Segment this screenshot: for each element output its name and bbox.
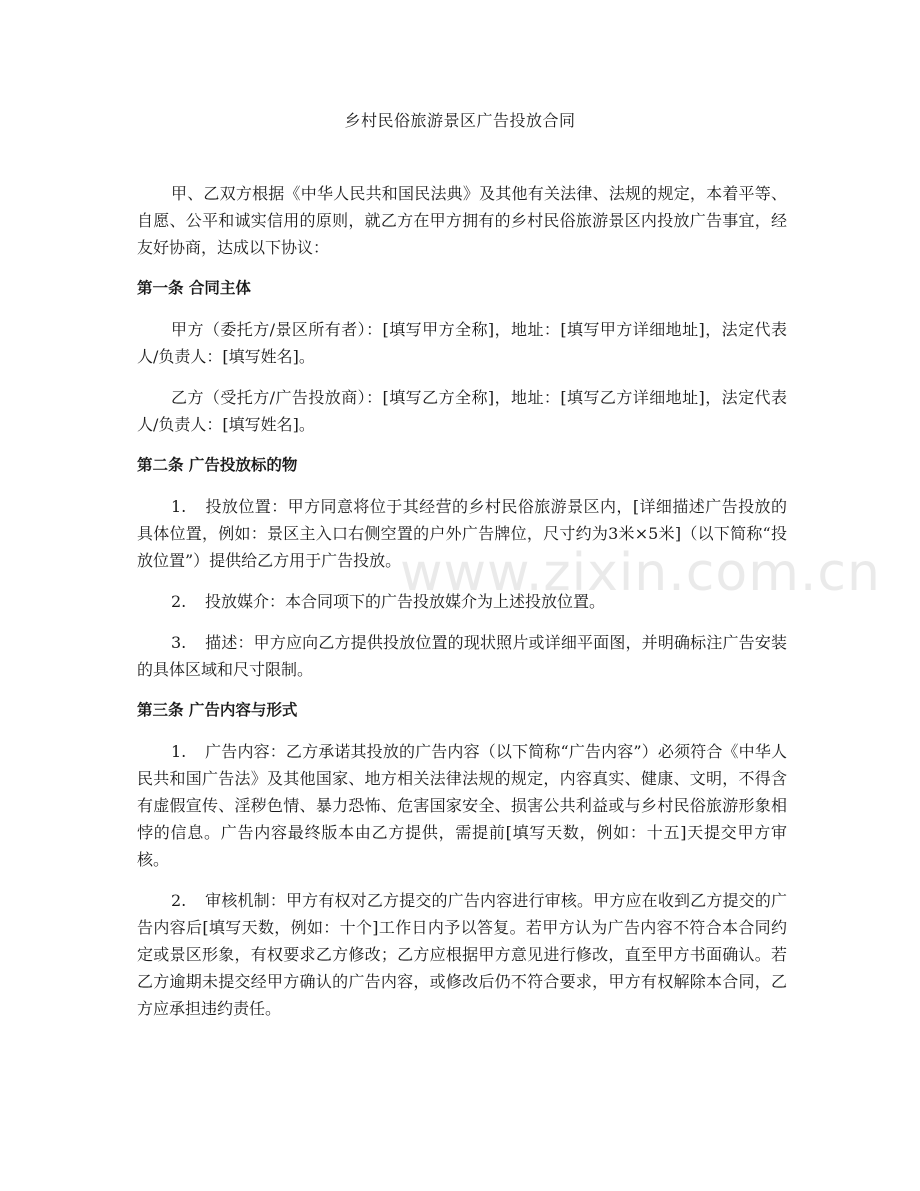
clause-text: 审核机制：甲方有权对乙方提交的广告内容进行审核。甲方应在收到乙方提交的广告内容后[填写天数，例如：十个]工作日内予以答复。若甲方认为广告内容不符合本合同约定或景区形象，有权要求乙方修改；乙方应根据甲方意见进行修改，直至甲方书面确认。若乙方逾期未提交经甲方确认的广告内容，或修改后仍不符合要求，甲方有权解除本合同，乙方应承担违约责任。 (137, 891, 787, 1018)
document-body (137, 180, 787, 1036)
clause-text: 描述：甲方应向乙方提供投放位置的现状照片或详细平面图，并明确标注广告安装的具体区域和尺寸限制。 (137, 633, 787, 679)
party-a-paragraph: 甲方（委托方/景区所有者）：[填写甲方全称]，地址：[填写甲方详细地址]，法定代表人/负责人：[填写姓名]。 (137, 320, 787, 366)
party-b-paragraph: 乙方（受托方/广告投放商）：[填写乙方全称]，地址：[填写乙方详细地址]，法定代表人/负责人：[填写姓名]。 (137, 388, 787, 434)
clause-text: 投放媒介：本合同项下的广告投放媒介为上述投放位置。 (205, 592, 606, 611)
clause-text: 投放位置：甲方同意将位于其经营的乡村民俗旅游景区内，[详细描述广告投放的具体位置，例如：景区主入口右侧空置的户外广告牌位，尺寸约为3米×5米]（以下简称“投放位置”）提供给乙方用于广告投放。 (137, 497, 787, 570)
clause-item (137, 738, 787, 873)
clause-number: 2. (171, 592, 187, 611)
clause-number: 1. (171, 742, 187, 761)
clause-item (137, 887, 787, 1022)
clause-item (137, 588, 787, 615)
section-heading-2: 第二条 广告投放标的物 (137, 456, 298, 474)
intro-paragraph: 甲、乙双方根据《中华人民共和国民法典》及其他有关法律、法规的规定，本着平等、自愿、公平和诚实信用的原则，就乙方在甲方拥有的乡村民俗旅游景区内投放广告事宜，经友好协商，达成以下协议： (137, 184, 787, 257)
clause-text: 广告内容：乙方承诺其投放的广告内容（以下简称“广告内容”）必须符合《中华人民共和国广告法》及其他国家、地方相关法律法规的规定，内容真实、健康、文明，不得含有虚假宣传、淫秽色情、暴力恐怖、危害国家安全、损害公共利益或与乡村民俗旅游形象相悖的信息。广告内容最终版本由乙方提供，需提前[填写天数，例如：十五]天提交甲方审核。 (137, 742, 787, 869)
clause-number: 2. (171, 891, 187, 910)
clause-number: 1. (171, 497, 187, 516)
clause-number: 3. (171, 633, 187, 652)
clause-item (137, 493, 787, 574)
document-title: 乡村民俗旅游景区广告投放合同 (344, 111, 576, 130)
clause-item (137, 629, 787, 683)
section-heading-3: 第三条 广告内容与形式 (137, 701, 298, 719)
watermark: www.zixin.com.cn (400, 543, 881, 603)
section-heading-1: 第一条 合同主体 (137, 279, 251, 297)
